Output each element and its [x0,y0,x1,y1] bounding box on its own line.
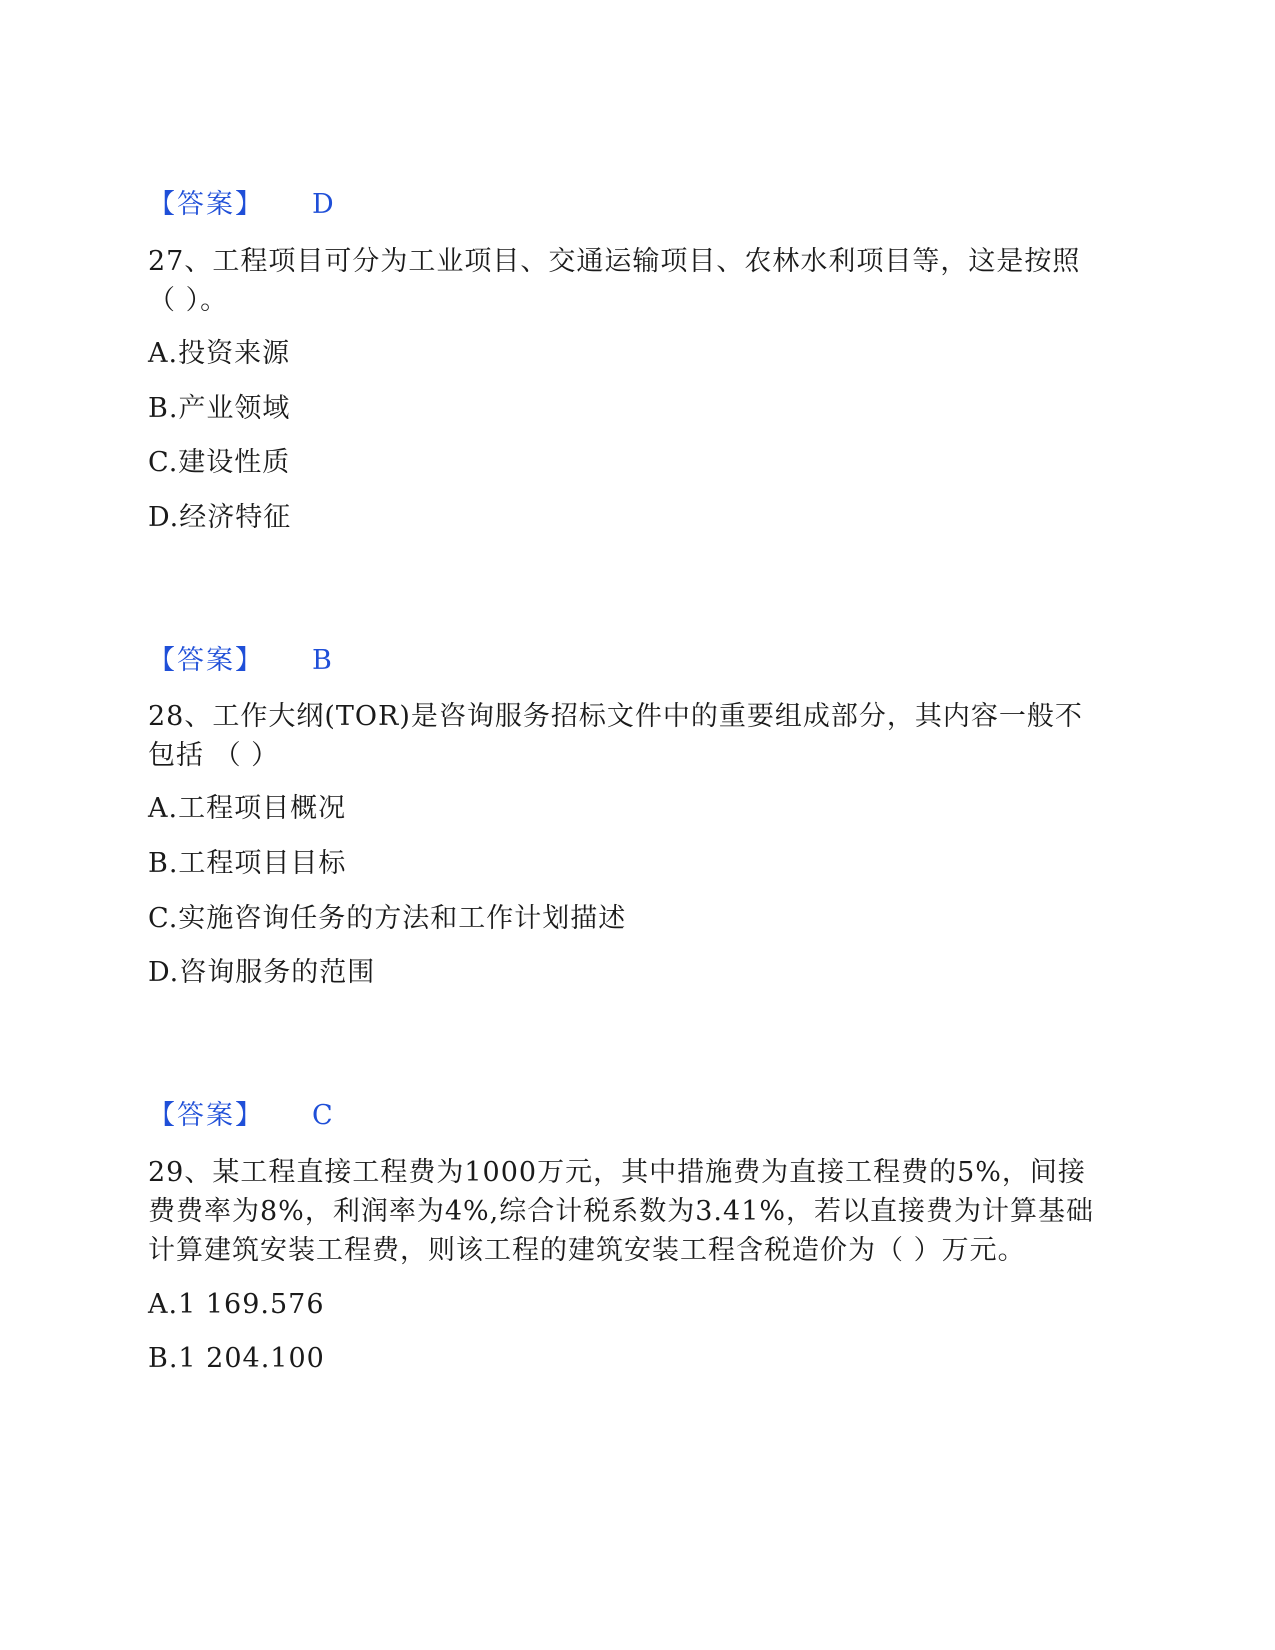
answer-value: D [312,189,334,220]
option-28-d: D.咨询服务的范围 [148,957,376,988]
option-27-c: C.建设性质 [148,447,291,478]
question-29-text: 29、某工程直接工程费为1000万元，其中措施费为直接工程费的5%，间接费费率为8%，利润率为4%,综合计税系数为3.41%，若以直接费为计算基础计算建筑安装工程费，则该工程的建筑安装工程含税造价为（ ）万元。 [148,1157,1095,1266]
option-29-a: A.1 169.576 [148,1289,325,1320]
option-27-a: A.投资来源 [148,338,291,369]
answer-tag: 【答案】 [148,1100,264,1131]
answer-line-28 [148,1098,333,1134]
answer-value: C [312,1100,333,1131]
option-28-b: B.工程项目目标 [148,848,347,879]
answer-line-27 [148,643,332,679]
option-28-a: A.工程项目概况 [148,793,347,824]
answer-value: B [312,645,332,676]
option-28-c: C.实施咨询任务的方法和工作计划描述 [148,903,627,934]
answer-tag: 【答案】 [148,645,264,676]
question-27-text: 27、工程项目可分为工业项目、交通运输项目、农林水利项目等，这是按照（ ）。 [148,246,1081,316]
answer-line-26 [148,187,334,223]
answer-tag: 【答案】 [148,189,264,220]
option-27-b: B.产业领域 [148,393,291,424]
option-29-b: B.1 204.100 [148,1343,325,1374]
option-27-d: D.经济特征 [148,502,292,533]
question-28-text: 28、工作大纲(TOR)是咨询服务招标文件中的重要组成部分，其内容一般不包括 （ ） [148,701,1083,771]
